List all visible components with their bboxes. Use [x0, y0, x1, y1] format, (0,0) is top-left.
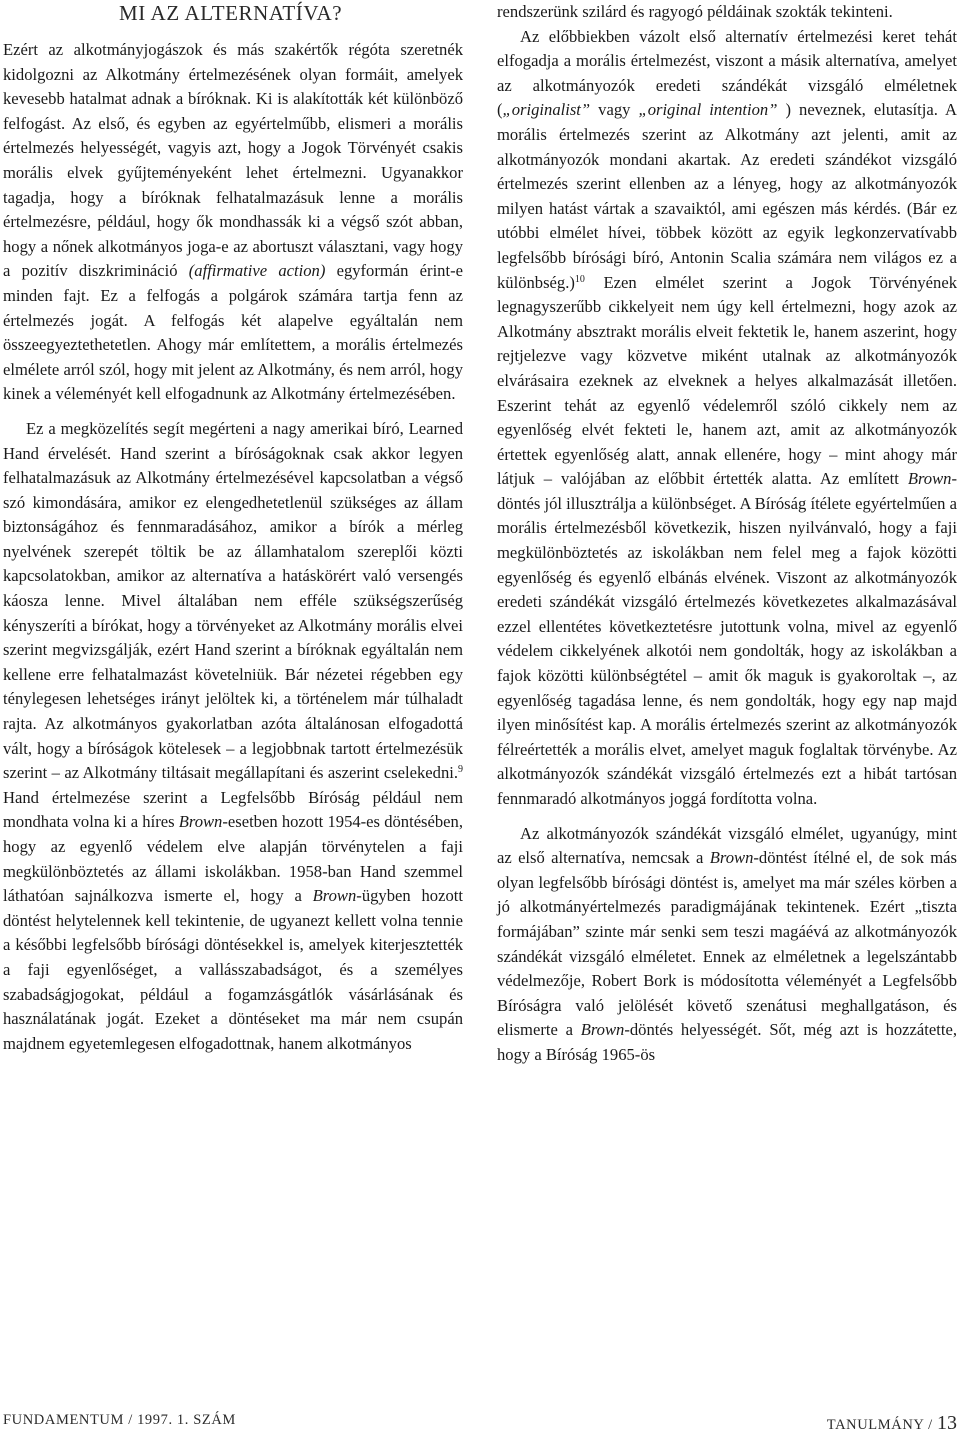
text-run: ) neveznek, elutasítja. A morális értelmezés szerint az Alkotmány azt jelenti, amit az alkotmányozók mondani akartak. Az eredeti szándékot vizsgáló értelmezés szerint ellenben az a lényeg, hogy az alkotmányozók milyen hatást vártak a szavaiktól, ami egészen más kérdés. (Bár ez utóbbi elmélet hívei, többek között az egyik legkonzervatívabb legfelsőbb bírósági bíró, Antonin Scalia számára nem világos ez a különbség.) [497, 100, 957, 292]
text-run: Hand értelmezése szerint a Legfelsőbb Bíróság például nem mondhata volna ki a híres [3, 787, 463, 832]
footer-journal: FUNDAMENTUM / 1997. 1. SZÁM [3, 1412, 236, 1428]
right-paragraph-2 [497, 25, 957, 812]
text-run: -ügyben hozott döntést helytelennek kell tekintenie, de ugyanezt kellett volna tennie a későbbi legfelsőbb bírósági döntésekkel is, amelyek kiterjesztették a faji egyenlőséget, a vallásszabadságot, és a személyes szabadságjogokat, például a fogamzásgátlók vásárlásának és használatának jogát. Ezeket a döntéseket ma már nem csupán majdnem egyetemlegesen elfogadottnak, hanem alkotmányos [3, 886, 463, 1053]
text-run: egyformán érint-e minden fajt. Ez a felfogás a polgárok számára tartja fenn az értelmezés jogát. A felfogás két alapelve egyáltalán nem összeegyeztethetetlen. Ahogy már említettem, a morális értelmezés elmélete arról szól, hogy mit jelent az Alkotmány, és nem arról, hogy kinek a véleményét kell elfogadnunk az Alkotmány értelmezésében. [3, 261, 463, 404]
text-run: Ez a megközelítés segít megérteni a nagy amerikai bíró, Learned Hand érvelését. Hand szerint a bíróságoknak csak akkor legyen felhatalmazásuk az Alkotmány értelmezésével kapcsolatban a végső szó kimondására, amikor ez elengedhetetlenül szükséges az állam biztonságához és fennmaradásához, amikor a bírók a mérleg nyelvének szerepét töltik be az államhatalom szereplői közti kapcsolatokban, amikor az alternatíva a hatáskörért való versengés káosza lenne. Mivel általában nem efféle szükségszerűség kényszeríti a bírókat, hogy a törvényeket az Alkotmány morális elvei szerint megvizsgálják, ezért Hand szerint a bíróknak egyáltalán nem kellene erre felhatalmazást követelniük. Bár nézetei régebben egy ténylegesen lehetséges irányt jelöltek ki, a történelem már túlhaladt rajta. Az alkotmányos gyakorlatban azóta általánosan elfogadottá vált, hogy a bíróságok kötelesek – a legjobbnak tartott értelmezésük szerint – az Alkotmány tiltásait megállapítani és aszerint cselekedni. [3, 418, 463, 783]
left-column [3, 0, 463, 1056]
footer-section [827, 1412, 957, 1435]
emphasis-brown: Brown [580, 1020, 625, 1040]
text-run: -döntés jól illusztrálja a különbséget. A Bíróság ítélete egyértelműen a morális értelmezésből következik, hiszen nyilvánvaló, hogy a faji megkülönböztetés az iskolákban nem felel meg a fajok közötti egyenlőség és egyenlő elbánás elvének. Viszont az alkotmányozók eredeti szándékát vizsgáló értelmezés következetes alkalmazásával ezzel ellentétes következtetésre jutottunk volna, mivel az egyenlő védelem cikkelyének alkotói nem gondolták, hogy az iskolákban a fajok közötti különbségtétel – amit ők maguk is gyakoroltak –, az egyenlőség tagadása lenne, és nem gondolták, hogy egy nap majd ilyen minősítést kap. A morális értelmezés szerint az alkotmányozók félreértették a morális elvet, amelyet maguk foglaltak törvénybe. Az alkotmányozók szándékát vizsgáló értelmezés ezt a hibát tartósan fennmaradó alkotmányos joggá fordította volna. [497, 469, 957, 808]
emphasis-originalist: „originalist” [502, 100, 591, 120]
footnote-ref-10[interactable]: 10 [574, 273, 585, 285]
right-column [497, 0, 957, 1068]
page-number: 13 [937, 1412, 957, 1434]
emphasis-affirmative-action: (affirmative action) [188, 261, 326, 281]
text-run: vagy [590, 100, 639, 120]
footnote-ref-9[interactable]: 9 [458, 764, 463, 776]
section-heading: MI AZ ALTERNATÍVA? [119, 1, 343, 25]
emphasis-brown: Brown [907, 469, 952, 489]
right-paragraph-3 [497, 822, 957, 1068]
left-paragraph-2 [3, 417, 463, 1056]
text-run: Ezen elmélet szerint a Jogok Törvényének legnagyszerűbb cikkelyeit nem úgy kell értelmezni, hogy azok az Alkotmány absztrakt morális elveit fektetik le, hanem aszerint, hogy rejtjelezve vagy közvetve miként utalnak az alkotmányozók elvárásaira ezeknek az elveknek a helyes alkalmazását illetően. Eszerint tehát az egyenlő védelemről szóló cikkely nem az egyenlőség elvét fekteti le, hanem azt, amit az alkotmányozók értettek egyenlőség alatt, annak ellenére, hogy – mint ahogy már látjuk – valójában az előbbit értették alatta. Az említett [497, 272, 957, 489]
emphasis-original-intention: „original intention” [638, 100, 778, 120]
right-paragraph-1 [497, 0, 957, 25]
emphasis-brown: Brown [178, 812, 223, 832]
text-run: -esetben hozott 1954-es döntésében, hogy az egyenlő védelem elve alapján törvénytelen a faji megkülönböztetés az állami iskolákban. 1958-ban Hand szemmel láthatóan sajnálkozva ismerte el, hogy a [3, 812, 463, 906]
text-run: rendszerünk szilárd és ragyogó példáinak szokták tekinteni. [497, 2, 893, 21]
text-run: -döntést ítélné el, de sok más olyan legfelsőbb bírósági döntést is, amelyet ma már széles körben a jó alkotmányértelmezés paradigmájának tekintenek. Ezért „tiszta formájában” szinte már senki sem teszi magáévá az alkotmányozók szándékát vizsgáló elméletet. Ennek az elméletnek a legelszántabb védelmezője, Robert Bork is módosította véleményét a Legfelsőbb Bíróságra való jelölését követő szenátusi meghallgatáson, és elismerte a [497, 848, 957, 1040]
left-paragraph-1 [3, 38, 463, 407]
emphasis-brown: Brown [312, 886, 357, 906]
emphasis-brown: Brown [709, 848, 754, 868]
text-run: Ezért az alkotmányjogászok és más szakértők régóta szeretnék kidolgozni az Alkotmány értelmezésének olyan formáit, amelyek kevesebb hatalmat adnak a bíróknak. Ki is alakították két különböző felfogást. Az első, és egyben az egyértelműbb, elismeri a morális értelmezés helyességét, vagyis azt, hogy a Jogok Törvényét csakis morális elvek gyűjteményeként lehet értelmezni. Ugyanakkor tagadja, hogy a bíróknak felhatalmazásuk lenne a morális értelmezésre, például, hogy ők mondhassák ki a végső szót abban, hogy a nőnek alkotmányos joga-e az abortuszt választani, vagy hogy a pozitív diszkrimináció [3, 40, 463, 281]
text-run: -döntés helyességét. Sőt, még azt is hozzátette, hogy a Bíróság 1965-ös [497, 1020, 957, 1064]
text-run: Az előbbiekben vázolt első alternatív értelmezési keret tehát elfogadja a morális értelmezést, viszont a másik alternatíva, amelyet az alkotmányozók eredeti szándékát vizsgáló elméletnek ( [497, 26, 957, 120]
text-run: Az alkotmányozók szándékát vizsgáló elmélet, ugyanúgy, mint az első alternatíva, nemcsak a [497, 823, 957, 868]
footer-section-label: TANULMÁNY / [826, 1417, 937, 1433]
